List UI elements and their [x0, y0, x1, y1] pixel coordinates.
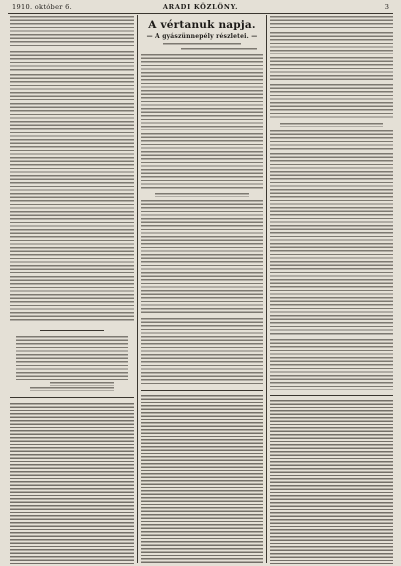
section-rule	[40, 330, 104, 331]
newspaper-title: ARADI KÖZLÖNY.	[162, 3, 239, 11]
text-block	[270, 339, 393, 390]
right-column	[270, 16, 393, 564]
text-block	[141, 200, 263, 315]
text-block	[270, 16, 393, 29]
page-header	[8, 3, 393, 12]
text-block	[10, 276, 134, 323]
text-block	[16, 336, 128, 380]
text-block	[280, 123, 383, 127]
section-rule	[141, 390, 263, 391]
text-block	[270, 32, 393, 54]
text-block	[10, 51, 134, 71]
column-divider-left	[137, 15, 138, 563]
text-block	[163, 43, 241, 46]
left-column	[10, 16, 134, 564]
text-block	[270, 400, 393, 564]
text-block	[141, 133, 263, 190]
article-headline: A vértanuk napja.	[148, 19, 256, 31]
text-block	[270, 84, 393, 120]
text-block	[141, 395, 263, 564]
page-number: 3	[384, 3, 389, 11]
header-rule	[8, 13, 393, 14]
text-block	[270, 57, 393, 81]
text-block	[10, 103, 134, 273]
section-rule	[10, 397, 134, 398]
text-block	[141, 54, 263, 130]
text-block	[30, 387, 114, 391]
article-subheadline: — A gyászünnepély részletei. —	[146, 33, 258, 40]
text-block	[50, 382, 114, 386]
text-block	[10, 74, 134, 100]
column-divider-right	[266, 15, 267, 563]
text-block	[155, 193, 249, 197]
text-block	[270, 153, 393, 336]
text-block	[10, 403, 134, 564]
middle-column	[141, 16, 263, 564]
section-rule	[270, 395, 393, 396]
text-block	[141, 318, 263, 384]
issue-date: 1910. október 6.	[12, 3, 73, 11]
text-block	[181, 48, 257, 51]
text-block	[10, 16, 134, 46]
text-block	[270, 130, 393, 150]
